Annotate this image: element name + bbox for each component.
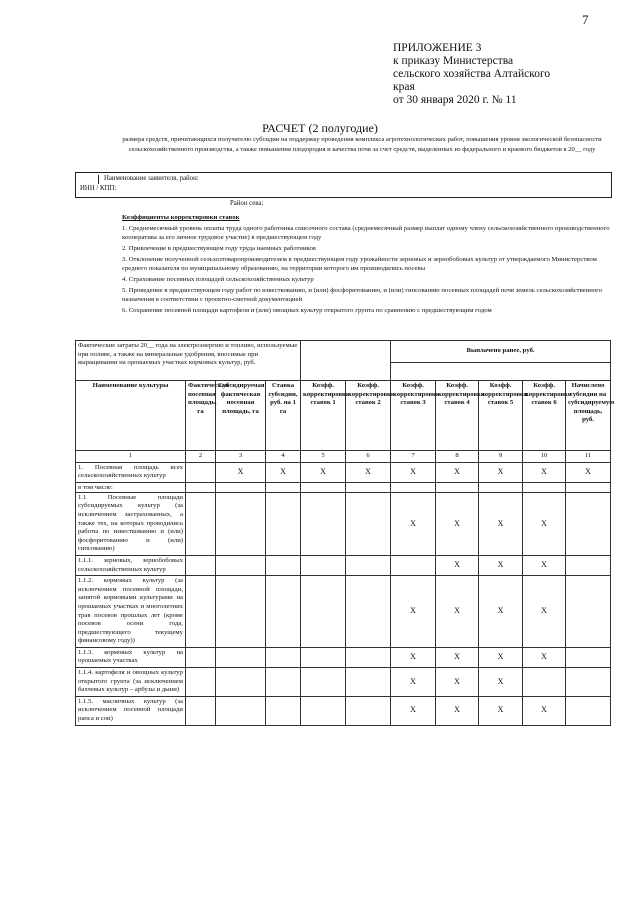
paid-before-value — [391, 363, 611, 381]
column-number: 3 — [216, 451, 266, 463]
table-cell — [266, 647, 301, 667]
table-cell — [391, 555, 436, 575]
coefficient-item: 6. Сохранение посевной площади картофеля и (или) овощных культур открытого грунта по сравнению с предшествующим годом — [122, 306, 492, 314]
table-cell — [566, 555, 611, 575]
table-cell: Х — [436, 576, 479, 648]
table-cell — [301, 492, 346, 555]
coefficient-item: 4. Страхование посевных площадей сельскохозяйственных культур — [122, 275, 314, 283]
table-cell — [216, 696, 266, 725]
table-cell — [566, 482, 611, 492]
table-cell: Х — [479, 462, 523, 482]
column-number: 1 — [76, 451, 186, 463]
table-cell — [266, 668, 301, 697]
column-header: Начислено субсидии на субсидируемую площадь, руб. — [566, 381, 611, 451]
table-cell: Х — [523, 647, 566, 667]
table-cell — [566, 696, 611, 725]
calculation-table — [75, 340, 615, 726]
column-number: 5 — [301, 451, 346, 463]
applicant-label: Наименование заявителя, район: — [104, 175, 199, 182]
appendix-line: сельского хозяйства Алтайского — [393, 68, 551, 80]
top-empty-cell — [301, 341, 391, 381]
applicant-box — [75, 172, 612, 198]
table-cell: Х — [391, 462, 436, 482]
table-row — [76, 696, 611, 725]
table-cell — [566, 492, 611, 555]
column-header: Коэфф. корректировки ставок 5 — [479, 381, 523, 451]
table-row — [76, 492, 611, 555]
top-note: Фактические затраты 20__ года на электроэнергию и топливо, используемые при поливе, а также на минеральные удобрения, вносимые при выращивании на орошаемых участках кормовых культур, руб. — [76, 341, 301, 381]
row-name: 1.1 Посевные площади субсидируемых культур (за исключением застрахованных, а также тех, на которых проводились работы по известкованию и (или) фосфоритованию и (или) гипсованию) — [76, 492, 186, 555]
table-cell — [346, 668, 391, 697]
table-cell — [301, 482, 346, 492]
table-cell: Х — [523, 492, 566, 555]
appendix-line: края — [393, 81, 415, 93]
coefficients-section — [122, 213, 612, 316]
table-row — [76, 482, 611, 492]
table-cell: Х — [523, 555, 566, 575]
table-cell — [186, 696, 216, 725]
row-name: 1.1.3. кормовых культур на орошаемых участках — [76, 647, 186, 667]
document-title: РАСЧЕТ (2 полугодие) — [262, 121, 378, 135]
column-header: Коэфф. корректировки ставок 6 — [523, 381, 566, 451]
table-cell: Х — [391, 696, 436, 725]
appendix-line: ПРИЛОЖЕНИЕ 3 — [393, 42, 482, 54]
table-cell: Х — [436, 462, 479, 482]
table-row — [76, 647, 611, 667]
table-cell — [266, 576, 301, 648]
table-cell — [346, 576, 391, 648]
document-subtitle: размера средств, причитающихся получателю субсидии на поддержку проведения комплекса агротехнологических работ, повышения уровня экологической безопасности сельскохозяйственного производства, а также повышения плодородия и качества почв за счет средств, выделенных из федерального и краевого бюджетов в 20__ году — [122, 136, 602, 153]
table-cell: Х — [523, 576, 566, 648]
table-cell — [346, 555, 391, 575]
row-name: 1. Посевная площадь всех сельскохозяйственных культур — [76, 462, 186, 482]
column-number: 4 — [266, 451, 301, 463]
column-number: 10 — [523, 451, 566, 463]
column-header: Субсидируемая фактическая посевная площадь, га — [216, 381, 266, 451]
table-cell — [266, 696, 301, 725]
district-label: Район сева: — [230, 200, 264, 207]
table-row — [76, 668, 611, 697]
table-cell — [566, 668, 611, 697]
table-cell — [186, 492, 216, 555]
table-cell — [216, 555, 266, 575]
table-cell — [186, 482, 216, 492]
table-cell — [186, 668, 216, 697]
table-cell: Х — [479, 668, 523, 697]
table-cell — [391, 482, 436, 492]
table-cell — [216, 647, 266, 667]
table-cell: Х — [266, 462, 301, 482]
table-cell — [186, 462, 216, 482]
row-name: 1.1.2. кормовых культур (за исключением посевной площади, занятой кормовыми культурами на орошаемых участках и многолетних трав посевов прошлых лет (кроме посевов осени года, предшествующего текущему финансовому году)) — [76, 576, 186, 648]
table-cell: Х — [391, 668, 436, 697]
table-cell — [216, 482, 266, 492]
column-number: 7 — [391, 451, 436, 463]
table-cell: Х — [346, 462, 391, 482]
table-row — [76, 576, 611, 648]
table-cell — [266, 492, 301, 555]
column-header: Коэфф. корректировки ставок 4 — [436, 381, 479, 451]
column-header: Коэфф. корректировки ставок 3 — [391, 381, 436, 451]
table-cell: Х — [479, 492, 523, 555]
coefficient-item: 3. Отклонение полученной сельхозтоваропроизводителем в предшествующем году урожайности зерновых и зернобобовых культур от утверждаемого Министерством среднего показателя по муниципальному образованию, на территории которого им производились посевы — [122, 255, 597, 272]
row-name: в том числе: — [76, 482, 186, 492]
column-number: 6 — [346, 451, 391, 463]
table-cell — [186, 647, 216, 667]
table-cell — [436, 482, 479, 492]
column-number: 8 — [436, 451, 479, 463]
table-row — [76, 555, 611, 575]
table-cell — [301, 555, 346, 575]
table-cell — [346, 482, 391, 492]
row-name: 1.1.4. картофеля и овощных культур открытого грунта (за исключением бахчевых культур – арбузы и дыни) — [76, 668, 186, 697]
table-cell: Х — [391, 576, 436, 648]
column-header: Фактическая посевная площадь, га — [186, 381, 216, 451]
column-number: 11 — [566, 451, 611, 463]
table-cell — [301, 668, 346, 697]
table-cell: Х — [523, 696, 566, 725]
coefficient-item: 2. Привлечение в предшествующем году труда наемных работников — [122, 244, 316, 252]
table-cell — [216, 576, 266, 648]
table-cell: Х — [566, 462, 611, 482]
table-cell: Х — [436, 668, 479, 697]
column-number: 9 — [479, 451, 523, 463]
row-name: 1.1.1. зерновых, зернобобовых сельскохозяйственных культур — [76, 555, 186, 575]
table-cell — [346, 647, 391, 667]
table-cell — [523, 482, 566, 492]
appendix-block — [393, 42, 550, 107]
table-cell — [566, 647, 611, 667]
table-cell — [523, 668, 566, 697]
column-header: Ставка субсидии, руб. на 1 га — [266, 381, 301, 451]
table-cell — [346, 492, 391, 555]
column-header: Коэфф. корректировки ставок 2 — [346, 381, 391, 451]
inn-label: ИНН / КПП: — [80, 185, 117, 192]
table-cell: Х — [479, 555, 523, 575]
appendix-line: к приказу Министерства — [393, 55, 514, 67]
table-cell: Х — [436, 555, 479, 575]
table-cell — [479, 482, 523, 492]
table-cell — [266, 482, 301, 492]
table-cell: Х — [479, 576, 523, 648]
table-cell — [186, 555, 216, 575]
column-header: Наименование культуры — [76, 381, 186, 451]
page-number: 7 — [582, 12, 589, 27]
paid-before-header: Выплачено ранее, руб. — [391, 341, 611, 363]
table-cell — [301, 576, 346, 648]
table-cell: Х — [391, 492, 436, 555]
row-name: 1.1.5. масличных культур (за исключением посевной площади рапса и сои) — [76, 696, 186, 725]
table-cell — [216, 668, 266, 697]
table-cell: Х — [436, 696, 479, 725]
table-cell — [266, 555, 301, 575]
table-cell: Х — [216, 462, 266, 482]
table-cell — [301, 647, 346, 667]
column-number: 2 — [186, 451, 216, 463]
table-cell — [301, 696, 346, 725]
appendix-line: от 30 января 2020 г. № 11 — [393, 94, 517, 106]
table-cell: Х — [479, 647, 523, 667]
coefficient-item: 5. Проведение в предшествующем году работ по известкованию, и (или) фосфоритованию, и (или) гипсованию посевных площадей почв земель сельскохозяйственного назначения в соответствии с проектно-сметной документацией — [122, 286, 603, 303]
coefficients-heading: Коэффициенты корректировки ставок — [122, 214, 240, 221]
column-header: Коэфф. корректировки ставок 1 — [301, 381, 346, 451]
table-cell: Х — [479, 696, 523, 725]
table-cell: Х — [391, 647, 436, 667]
table-cell — [346, 696, 391, 725]
table-cell: Х — [523, 462, 566, 482]
table-row — [76, 462, 611, 482]
table-cell: Х — [436, 492, 479, 555]
table-cell: Х — [436, 647, 479, 667]
table-cell — [216, 492, 266, 555]
coefficient-item: 1. Среднемесячный уровень оплаты труда одного работника списочного состава (среднемесячный размер выплат одному члену сельскохозяйственного производственного кооператива за его личное трудовое участие) в предшествующем году — [122, 224, 610, 242]
table-cell: Х — [301, 462, 346, 482]
table-cell — [186, 576, 216, 648]
table-cell — [566, 576, 611, 648]
